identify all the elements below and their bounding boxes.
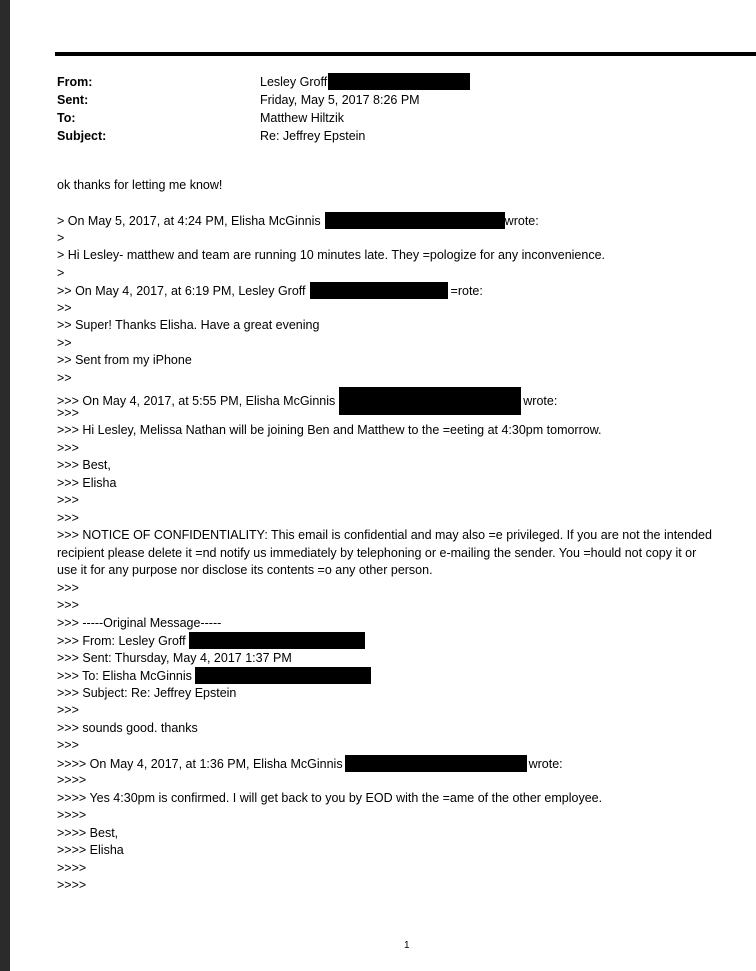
body-line: use it for any purpose nor disclose its contents =o any other person. — [57, 563, 433, 577]
body-line: >>> Best, — [57, 458, 111, 472]
body-line: >>> — [57, 510, 79, 525]
body-line — [57, 755, 747, 773]
body-line: >> Super! Thanks Elisha. Have a great evening — [57, 318, 320, 332]
quote-text: >>> On May 4, 2017, at 5:55 PM, Elisha McGinnis — [57, 394, 336, 408]
from-row — [57, 73, 717, 91]
quote-text: wrote: — [528, 756, 563, 771]
redaction-box — [189, 632, 365, 649]
body-line: >>> — [57, 738, 79, 752]
body-line: >> — [57, 335, 72, 350]
body-line: >>>> — [57, 860, 87, 875]
quote-text: =rote: — [450, 284, 483, 298]
to-value: Matthew Hiltzik — [260, 111, 345, 125]
body-line: >>> NOTICE OF CONFIDENTIALITY: This email is confidential and may also =e privileged. If you are not the intended — [57, 528, 712, 542]
body-line: >>>> — [57, 773, 87, 787]
body-line: > — [57, 265, 65, 280]
body-line — [57, 282, 747, 300]
body-line: ok thanks for letting me know! — [57, 178, 223, 192]
sent-row — [57, 91, 717, 109]
body-line: >> — [57, 300, 72, 315]
quote-text: > On May 5, 2017, at 4:24 PM, Elisha McGinnis — [57, 214, 321, 228]
redaction-box — [328, 73, 470, 90]
quote-text: >> On May 4, 2017, at 6:19 PM, Lesley Groff — [57, 284, 306, 298]
body-line: >>> sounds good. thanks — [57, 720, 198, 735]
body-line — [57, 212, 747, 230]
body-line: >>>> — [57, 808, 87, 822]
body-line: >>> -----Original Message----- — [57, 615, 222, 630]
body-line: recipient please delete it =nd notify us immediately by telephoning or e-mailing the sender. You =hould not copy it or — [57, 545, 697, 560]
redaction-box — [310, 282, 448, 299]
to-row — [57, 109, 717, 127]
subject-value: Re: Jeffrey Epstein — [260, 129, 366, 143]
email-header — [57, 73, 717, 145]
body-line: >>> — [57, 405, 79, 420]
to-label: To: — [57, 111, 76, 125]
body-line: >>>> Elisha — [57, 843, 124, 857]
body-line: > — [57, 230, 65, 245]
from-label: From: — [57, 75, 93, 89]
body-line: >>>> Best, — [57, 825, 119, 840]
body-line: >>> — [57, 703, 79, 717]
redaction-box — [195, 667, 371, 684]
quote-text: >>> From: Lesley Groff — [57, 634, 186, 648]
quote-text: wrote: — [523, 394, 558, 408]
body-line: > Hi Lesley- matthew and team are running 10 minutes late. They =pologize for any inconvenience. — [57, 248, 606, 262]
from-name: Lesley Groff — [260, 75, 328, 89]
sent-label: Sent: — [57, 93, 89, 107]
quote-text: >>>> On May 4, 2017, at 1:36 PM, Elisha McGinnis — [57, 756, 343, 771]
body-line: >> — [57, 370, 72, 385]
quote-text: wrote: — [504, 214, 539, 228]
page-number: 1 — [404, 940, 410, 951]
subject-label: Subject: — [57, 129, 107, 143]
body-line: >>> — [57, 440, 79, 455]
email-body — [57, 177, 747, 895]
body-line: >> Sent from my iPhone — [57, 353, 192, 367]
from-value — [260, 73, 470, 91]
quote-text: >>> To: Elisha McGinnis — [57, 669, 192, 683]
body-line: >>> Elisha — [57, 475, 117, 490]
body-line: >>> Subject: Re: Jeffrey Epstein — [57, 685, 237, 700]
body-line — [57, 667, 747, 685]
document-page — [10, 0, 756, 971]
body-line: >>> Hi Lesley, Melissa Nathan will be joining Ben and Matthew to the =eeting at 4:30pm tomorrow. — [57, 423, 602, 437]
body-line: >>>> Yes 4:30pm is confirmed. I will get back to you by EOD with the =ame of the other employee. — [57, 790, 603, 805]
body-line: >>> — [57, 580, 79, 595]
body-line — [57, 632, 747, 650]
spacer — [57, 195, 747, 213]
redaction-box — [345, 755, 527, 772]
header-rule — [55, 52, 756, 56]
body-line: >>> — [57, 493, 79, 507]
body-line: >>> Sent: Thursday, May 4, 2017 1:37 PM — [57, 650, 292, 665]
body-line — [57, 387, 747, 408]
sent-value: Friday, May 5, 2017 8:26 PM — [260, 93, 420, 107]
body-line: >>> — [57, 598, 79, 612]
redaction-box — [325, 212, 505, 229]
subject-row — [57, 127, 717, 145]
body-line: >>>> — [57, 878, 87, 892]
